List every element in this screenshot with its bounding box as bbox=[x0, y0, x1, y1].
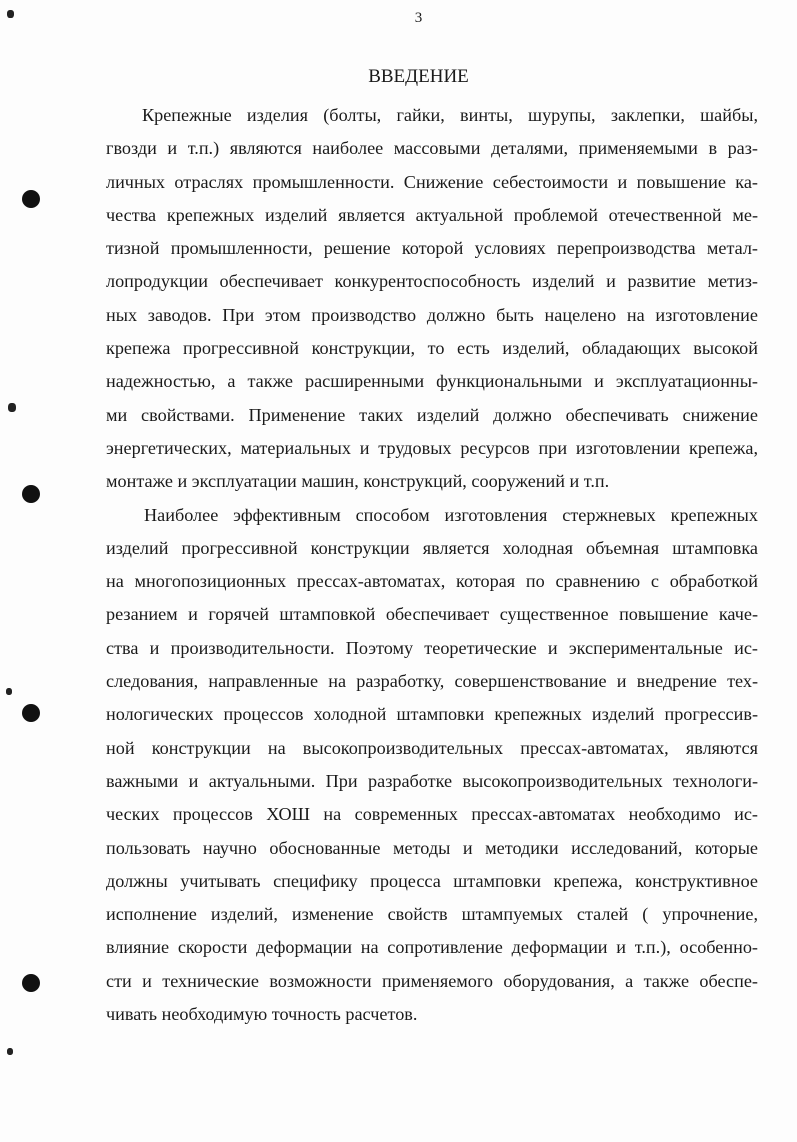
text-line: исполнение изделий, изменение свойств штампуемых сталей ( упрочнение, bbox=[106, 904, 758, 925]
paragraph-1 bbox=[106, 99, 758, 499]
text-line: монтаже и эксплуатации машин, конструкций, сооружений и т.п. bbox=[106, 471, 610, 492]
punch-hole bbox=[22, 190, 40, 208]
text-line: гвозди и т.п.) являются наиболее массовыми деталями, применяемыми в раз- bbox=[106, 138, 758, 159]
text-line: Крепежные изделия (болты, гайки, винты, шурупы, заклепки, шайбы, bbox=[142, 105, 758, 125]
text-line: ной конструкции на высокопроизводительных прессах-автоматах, являются bbox=[106, 737, 758, 758]
scan-speck bbox=[8, 403, 16, 412]
section-title: ВВЕДЕНИЕ bbox=[368, 66, 469, 87]
text-line: влияние скорости деформации на сопротивление деформации и т.п.), особенно- bbox=[106, 937, 758, 958]
text-line: изделий прогрессивной конструкции является холодная объемная штамповка bbox=[106, 537, 758, 558]
text-line: крепежа прогрессивной конструкции, то есть изделий, обладающих высокой bbox=[106, 338, 758, 359]
punch-hole bbox=[22, 974, 40, 992]
text-line: чества крепежных изделий является актуальной проблемой отечественной ме- bbox=[106, 204, 758, 225]
text-line: пользовать научно обоснованные методы и методики исследований, которые bbox=[106, 837, 758, 858]
page-number: 3 bbox=[414, 10, 423, 26]
scan-speck bbox=[7, 10, 14, 18]
punch-hole bbox=[22, 485, 40, 503]
text-line: лопродукции обеспечивает конкурентоспособность изделий и развитие метиз- bbox=[106, 271, 758, 292]
text-line: чивать необходимую точность расчетов. bbox=[106, 1004, 418, 1025]
text-line: тизной промышленности, решение которой условиях перепроизводства метал- bbox=[106, 238, 758, 259]
scan-speck bbox=[6, 688, 12, 695]
text-line: резанием и горячей штамповкой обеспечивает существенное повышение каче- bbox=[106, 604, 758, 625]
punch-hole bbox=[22, 704, 40, 722]
text-line: ных заводов. При этом производство должно быть нацелено на изготовление bbox=[106, 304, 758, 325]
text-line: Наиболее эффективным способом изготовления стержневых крепежных bbox=[144, 504, 758, 525]
text-line: личных отраслях промышленности. Снижение себестоимости и повышение ка- bbox=[106, 171, 758, 192]
paragraph-2 bbox=[106, 499, 758, 1032]
text-line: должны учитывать специфику процесса штамповки крепежа, конструктивное bbox=[106, 870, 758, 891]
text-line: важными и актуальными. При разработке высокопроизводительных технологи- bbox=[106, 770, 758, 791]
document-body bbox=[106, 99, 758, 1031]
text-line: ческих процессов ХОШ на современных прессах-автоматах необходимо ис- bbox=[106, 804, 758, 825]
text-line: на многопозиционных прессах-автоматах, которая по сравнению с обработкой bbox=[106, 571, 758, 592]
text-line: следования, направленные на разработку, совершенствование и внедрение тех- bbox=[106, 671, 758, 692]
text-line: сти и технические возможности применяемого оборудования, а также обеспе- bbox=[106, 970, 758, 991]
text-line: энергетических, материальных и трудовых ресурсов при изготовлении крепежа, bbox=[106, 437, 758, 458]
text-line: надежностью, а также расширенными функциональными и эксплуатационны- bbox=[106, 371, 758, 392]
text-line: ства и производительности. Поэтому теоретические и экспериментальные ис- bbox=[106, 637, 758, 658]
text-line: ми свойствами. Применение таких изделий должно обеспечивать снижение bbox=[106, 404, 758, 425]
scan-speck bbox=[7, 1048, 13, 1055]
text-line: нологических процессов холодной штамповки крепежных изделий прогрессив- bbox=[106, 704, 758, 725]
